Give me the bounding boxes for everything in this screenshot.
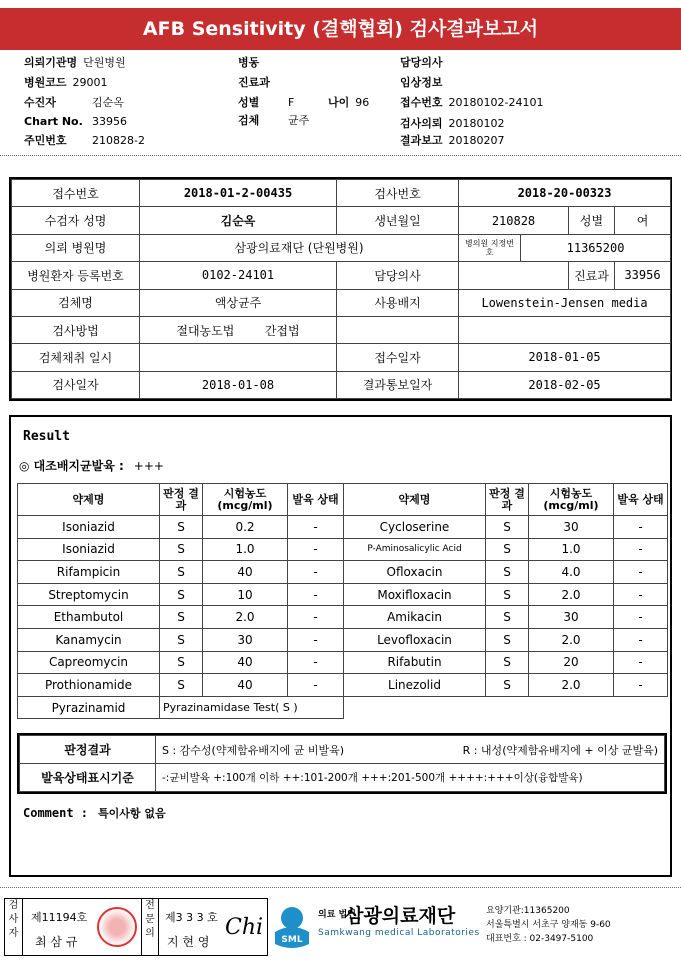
header-field: 주민번호 210828-2 [24,134,145,147]
col-drug: 약제명 [344,484,486,516]
receipt-no-label: 접수번호 [12,180,140,207]
test-date-label: 검사일자 [12,371,140,398]
specimen-label: 검체명 [12,289,140,316]
header-field: 임상정보 [400,76,443,89]
col-growth: 발육 상태 [288,484,344,516]
comment: Comment : 특이사항 없음 [23,806,166,820]
legend-judge-label: 판정결과 [20,736,156,764]
doctor-label: 담당의사 [337,262,459,289]
inspector-name: 최 삼 규 [35,935,78,949]
drug-table [17,483,668,719]
divider [0,155,681,156]
header-field: 검사의뢰 20180102 [400,117,505,130]
header-field: Chart No. 33956 [24,115,127,128]
header-field: 검체 균주 [238,114,310,127]
header-field: 병동 [238,56,260,69]
col-conc: 시험농도 (mcg/ml) [529,484,614,516]
receive-date: 2018-01-05 [459,344,671,371]
org-name-en: Samkwang medical Laboratories [318,928,480,938]
org-address: 요양기관:11365200 서울특별시 서초구 양재동 9-60 대표번호 : 02-3497-5100 [486,906,611,944]
signature-box [4,898,268,956]
table-row: Kanamycin S 30 - Levofloxacin S 2.0 - [18,628,668,651]
hospital-code: 11365200 [521,234,671,261]
medium-label: 사용배지 [337,289,459,316]
patient-label: 수검자 성명 [12,207,140,234]
sex-label: 성별 [569,207,615,234]
method: 절대농도법 간접법 [140,316,337,343]
receive-label: 접수일자 [337,344,459,371]
table-row: Streptomycin S 10 - Moxifloxacin S 2.0 - [18,583,668,606]
patient-info-table [9,177,672,401]
dept-label: 진료과 [569,262,615,289]
dob: 210828 [459,207,569,234]
header-field: 접수번호 20180102-24101 [400,96,544,109]
registration-label: 병원환자 등록번호 [12,262,140,289]
sml-logo-icon [272,904,312,950]
header-field: 병원코드 29001 [24,76,108,89]
signature: Chi [225,915,264,940]
logo-text: SML [281,935,303,945]
table-row: Capreomycin S 40 - Rifabutin S 20 - [18,651,668,674]
table-row: Prothionamide S 40 - Linezolid S 2.0 - [18,674,668,697]
table-row: Isoniazid S 1.0 - P-Aminosalicylic Acid S 1.0 - [18,538,668,561]
pza-test: Pyrazinamidase Test( S ) [160,696,344,719]
col-drug: 약제명 [18,484,160,516]
hospital-name: 삼광의료재단 (단원병원) [140,234,459,261]
dob-label: 생년월일 [337,207,459,234]
report-date: 2018-02-05 [459,371,671,398]
table-row: Rifampicin S 40 - Ofloxacin S 4.0 - [18,561,668,584]
divider [0,887,681,888]
result-section [9,415,672,877]
col-judge: 판정 결과 [486,484,529,516]
header-field: 성별 F [238,96,295,109]
collect-date [140,344,337,371]
hospital-code-label: 병의원 지정번호 [459,234,521,261]
legend-judge-s: S : 감수성(약제함유배지에 균 비발육) [156,736,411,764]
table-row: Isoniazid S 0.2 - Cycloserine S 30 - [18,516,668,539]
legend-judge-r: R : 내성(약제함유배지에 + 이상 균발육) [410,736,665,764]
table-row [18,696,668,719]
inspector-no: 제11194호 [31,911,88,924]
patient-name: 김순옥 [140,207,337,234]
header-field: 나이 96 [328,96,370,109]
sex: 여 [615,207,671,234]
doctor [459,262,569,289]
legend-box [17,733,667,794]
hospital-label: 의뢰 병원명 [12,234,140,261]
specialist-no: 제3 3 3 호 [165,911,218,924]
header-field: 담당의사 [400,56,443,69]
header-field: 의뢰기관명 단원병원 [24,56,126,69]
method-label: 검사방법 [12,316,140,343]
dept: 33956 [615,262,671,289]
specialist-name: 지 현 영 [167,935,210,949]
registration-no: 0102-24101 [140,262,337,289]
legend-growth: -:균비발육 +:100개 이하 ++:101-200개 +++:201-500개 ++++:+++이상(융합발육) [156,764,665,792]
report-title: AFB Sensitivity (결핵협회) 검사결과보고서 [0,8,681,50]
test-date: 2018-01-08 [140,371,337,398]
medium: Lowenstein-Jensen media [459,289,671,316]
seal-stamp [97,907,137,947]
test-no: 2018-20-00323 [459,180,671,207]
header-field: 결과보고 20180207 [400,134,505,147]
col-growth: 발육 상태 [614,484,668,516]
inspector-label: 검사자 [5,899,23,955]
report-label: 결과통보일자 [337,371,459,398]
legend-growth-label: 발육상태표시기준 [20,764,156,792]
control-growth: ◎ 대조배지균발육 : +++ [19,459,164,473]
header-field: 수진자 김순옥 [24,96,124,109]
test-no-label: 검사번호 [337,180,459,207]
table-row: Ethambutol S 2.0 - Amikacin S 30 - [18,606,668,629]
receipt-no: 2018-01-2-00435 [140,180,337,207]
col-judge: 판정 결과 [160,484,203,516]
pza-drug: Pyrazinamid [18,696,160,719]
result-title: Result [23,429,70,444]
col-conc: 시험농도 (mcg/ml) [203,484,288,516]
org-name: 의료 법인 삼광의료재단 [318,905,456,927]
specialist-label: 전문의 [141,899,159,955]
header-field: 진료과 [238,76,270,89]
specimen: 액상균주 [140,289,337,316]
collect-label: 검체채취 일시 [12,344,140,371]
